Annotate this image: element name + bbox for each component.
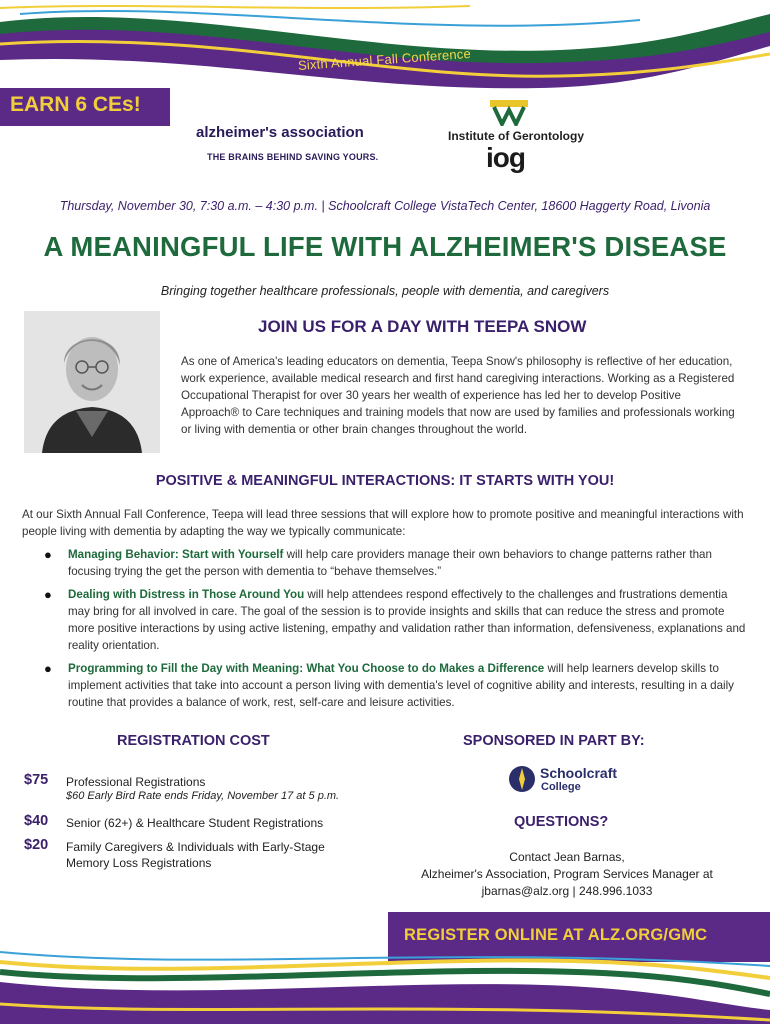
registration-heading: REGISTRATION COST [117, 733, 270, 749]
session-list [40, 546, 750, 717]
bottom-swoosh-decoration [0, 944, 770, 1024]
iog-crest-icon [488, 98, 530, 126]
sponsor-name: Schoolcraft [540, 765, 618, 781]
label-family-line1: Family Caregivers & Individuals with Early-Stage [66, 840, 325, 854]
intro-paragraph: At our Sixth Annual Fall Conference, Teepa will lead three sessions that will explore how to promote positive and meaningful interactions with people living with dementia by adapting the way we typically communicate: [22, 508, 744, 538]
sponsor-heading: SPONSORED IN PART BY: [463, 733, 645, 749]
page-title: A MEANINGFUL LIFE WITH ALZHEIMER'S DISEASE [43, 231, 727, 262]
bullet-icon: ● [44, 587, 52, 602]
contact-line-2: Alzheimer's Association, Program Services Manager at [421, 867, 713, 881]
questions-heading: QUESTIONS? [514, 814, 609, 830]
session-item [40, 546, 750, 580]
session-title: Programming to Fill the Day with Meaning: What You Choose to do Makes a Difference [68, 662, 545, 675]
page-subtitle: Bringing together healthcare professionals, people with dementia, and caregivers [160, 284, 610, 298]
iog-logo-text: iog [486, 142, 525, 173]
session-title: Managing Behavior: Start with Yourself [68, 548, 284, 561]
session-description: will help attendees respond effectively to the challenges and frustrations dementia may bring for all involved in care. The goal of the session is to provide insights and skills that can reduce the stress and promote more positive interactions by using active listening, empathy and validation rather than information, defensiveness, explanations and reality orientation. [68, 588, 746, 652]
session-item [40, 586, 750, 654]
alz-tagline: THE BRAINS BEHIND SAVING YOURS. [207, 152, 379, 162]
bullet-icon: ● [44, 547, 52, 562]
session-description: will help learners develop skills to implement activities that take into account a person living with dementia's level of cognitive ability and interests, resulting in a daily routine that provides a balance of work, rest, self-care and leisure activities. [68, 662, 734, 709]
price-professional: $75 [24, 772, 49, 788]
session-description: will help care providers manage their own behaviors to change patterns rather than focusing trying the get the person with dementia to “behave themselves.” [68, 548, 712, 578]
label-family-line2: Memory Loss Registrations [66, 856, 212, 870]
event-details: Thursday, November 30, 7:30 a.m. – 4:30 p.m. | Schoolcraft College VistaTech Center, 18600 Haggerty Road, Livonia [59, 199, 711, 213]
conference-title: Sixth Annual Fall Conference [297, 45, 472, 73]
sponsor-name-sub: College [541, 781, 581, 793]
early-bird-note: $60 Early Bird Rate ends Friday, November 17 at 5 p.m. [66, 790, 340, 802]
join-heading: JOIN US FOR A DAY WITH TEEPA SNOW [258, 317, 587, 336]
session-item [40, 660, 750, 711]
alz-logo-text: alzheimer's association [196, 124, 364, 141]
alzheimers-association-logo [196, 124, 364, 141]
speaker-bio: As one of America's leading educators on dementia, Teepa Snow's philosophy is reflective of her education, work experience, available medical research and first hand caregiving interactions. Working as a Registered Occupational Therapist for over 30 years her wealth of experience has led her to develop Positive Approach® to Care techniques and training models that now are used by families and professionals working or living with dementia or other brain changes throughout the world. [181, 355, 735, 436]
earn-ce-text: EARN 6 CEs! [10, 93, 141, 116]
iog-name: Institute of Gerontology [448, 129, 584, 143]
price-senior: $40 [24, 813, 49, 829]
label-senior: Senior (62+) & Healthcare Student Registrations [66, 816, 324, 830]
label-professional: Professional Registrations [66, 775, 206, 789]
price-family: $20 [24, 837, 49, 853]
session-title: Dealing with Distress in Those Around You [68, 588, 305, 601]
section-heading-positive: POSITIVE & MEANINGFUL INTERACTIONS: IT STARTS WITH YOU! [155, 473, 615, 489]
register-link[interactable]: REGISTER ONLINE AT ALZ.ORG/GMC [404, 926, 708, 944]
speaker-photo [24, 311, 160, 453]
contact-line-1: Contact Jean Barnas, [509, 850, 625, 864]
schoolcraft-seal-icon [508, 764, 536, 794]
contact-email-phone[interactable]: jbarnas@alz.org | 248.996.1033 [481, 884, 653, 898]
top-swoosh-decoration [0, 0, 770, 100]
bullet-icon: ● [44, 661, 52, 676]
